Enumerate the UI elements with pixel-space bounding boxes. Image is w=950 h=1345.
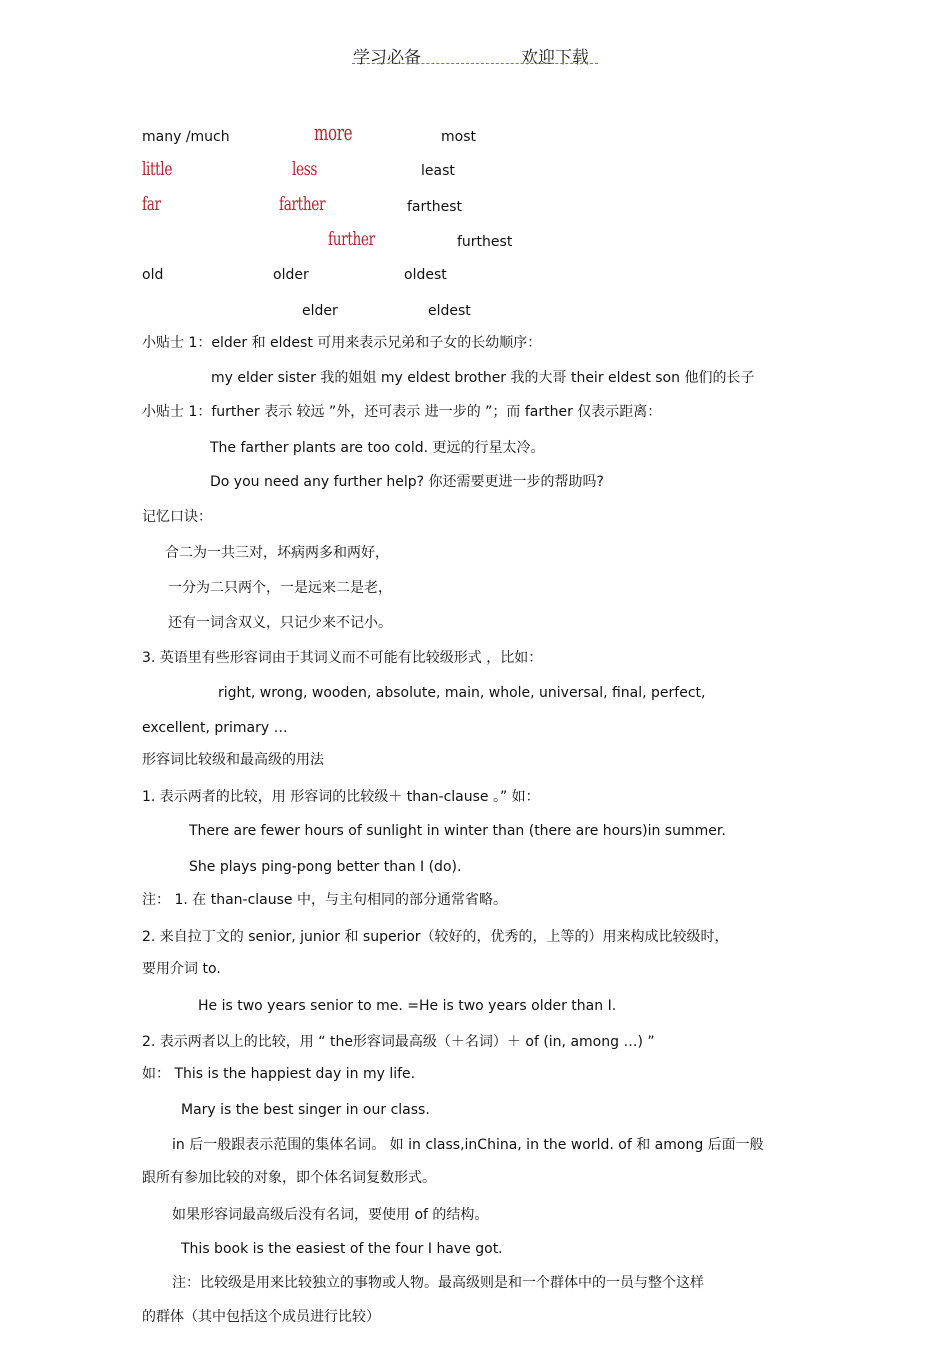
- note-1-omission: 注： 1. 在 than-clause 中，与主句相同的部分通常省略。: [142, 892, 507, 908]
- table-row-3-sup: furthest: [457, 234, 513, 250]
- example-ping-pong: She plays ping-pong better than I (do).: [189, 859, 462, 875]
- mnemonic-line-1: 合二为一共三对，坏病两多和两好，: [165, 545, 389, 561]
- example-elder: my elder sister 我的姐姐 my eldest brother 我的大哥 their eldest son 他们的长子: [211, 370, 755, 386]
- example-further: Do you need any further help? 你还需要更进一步的帮助吗?: [210, 474, 604, 490]
- table-row-4-base: old: [142, 267, 164, 283]
- word-list-line-1: right, wrong, wooden, absolute, main, whole, universal, final, perfect,: [218, 685, 706, 701]
- table-row-0-sup: most: [441, 129, 476, 145]
- example-senior: He is two years senior to me. =He is two years older than I.: [198, 998, 617, 1014]
- table-row-1-sup: least: [421, 163, 455, 179]
- table-row-5-sup: eldest: [428, 303, 471, 319]
- example-sunlight: There are fewer hours of sunlight in winter than (there are hours)in summer.: [189, 823, 726, 839]
- table-row-1-comp: less: [292, 158, 318, 180]
- mnemonic-line-2: 一分为二只两个，一是远来二是老，: [168, 580, 392, 596]
- table-row-2-sup: farthest: [407, 199, 463, 215]
- example-best-singer: Mary is the best singer in our class.: [181, 1102, 430, 1118]
- tip-elder-eldest: 小贴士 1：elder 和 eldest 可用来表示兄弟和子女的长幼顺序：: [142, 335, 542, 351]
- note-comparison: 注：比较级是用来比较独立的事物或人物。最高级则是和一个群体中的一员与整个这样: [172, 1275, 704, 1291]
- section-heading-usage: 形容词比较级和最高级的用法: [142, 752, 324, 768]
- table-row-0-comp: more: [314, 121, 353, 145]
- table-row-2-comp: farther: [279, 193, 326, 215]
- note-in-range-cont: 跟所有参加比较的对象，即个体名词复数形式。: [142, 1170, 436, 1186]
- table-row-1-base: little: [142, 158, 173, 180]
- table-row-5-comp: elder: [302, 303, 338, 319]
- table-row-4-comp: older: [273, 267, 309, 283]
- usage-2-superlative: 2. 表示两者以上的比较，用 “ the形容词最高级（＋名词）＋ of (in, among …) ”: [142, 1034, 655, 1050]
- table-row-2-base: far: [142, 193, 161, 215]
- table-row-0-base: many /much: [142, 129, 230, 145]
- example-easiest: This book is the easiest of the four I have got.: [181, 1241, 503, 1257]
- mnemonic-heading: 记忆口诀：: [142, 509, 212, 525]
- tip-further-farther: 小贴士 1：further 表示 较远 ”外，还可表示 进一步的 ”；而 farther 仅表示距离：: [142, 404, 662, 420]
- header-left: 学习必备: [353, 48, 421, 68]
- note-no-noun: 如果形容词最高级后没有名词，要使用 of 的结构。: [172, 1207, 489, 1223]
- mnemonic-line-3: 还有一词含双义，只记少来不记小。: [168, 615, 392, 631]
- note-comparison-cont: 的群体（其中包括这个成员进行比较）: [142, 1309, 380, 1325]
- table-row-4-sup: oldest: [404, 267, 447, 283]
- example-happiest: 如： This is the happiest day in my life.: [142, 1066, 416, 1082]
- note-2-latin-cont: 要用介词 to.: [142, 961, 221, 977]
- table-row-3-comp: further: [328, 228, 375, 250]
- note-2-latin: 2. 来自拉丁文的 senior, junior 和 superior（较好的，优秀的，上等的）用来构成比较级时，: [142, 929, 729, 945]
- example-farther: The farther plants are too cold. 更远的行星太冷。: [210, 440, 545, 456]
- rule-3-no-comparative: 3. 英语里有些形容词由于其词义而不可能有比较级形式 ，比如：: [142, 650, 543, 666]
- note-in-range: in 后一般跟表示范围的集体名词。 如 in class,inChina, in the world. of 和 among 后面一般: [172, 1137, 764, 1153]
- usage-1-comparative: 1. 表示两者的比较，用 形容词的比较级＋ than-clause 。” 如：: [142, 789, 540, 805]
- header-divider: [352, 63, 598, 64]
- word-list-line-2: excellent, primary …: [142, 720, 288, 736]
- header-right: 欢迎下载: [521, 48, 589, 68]
